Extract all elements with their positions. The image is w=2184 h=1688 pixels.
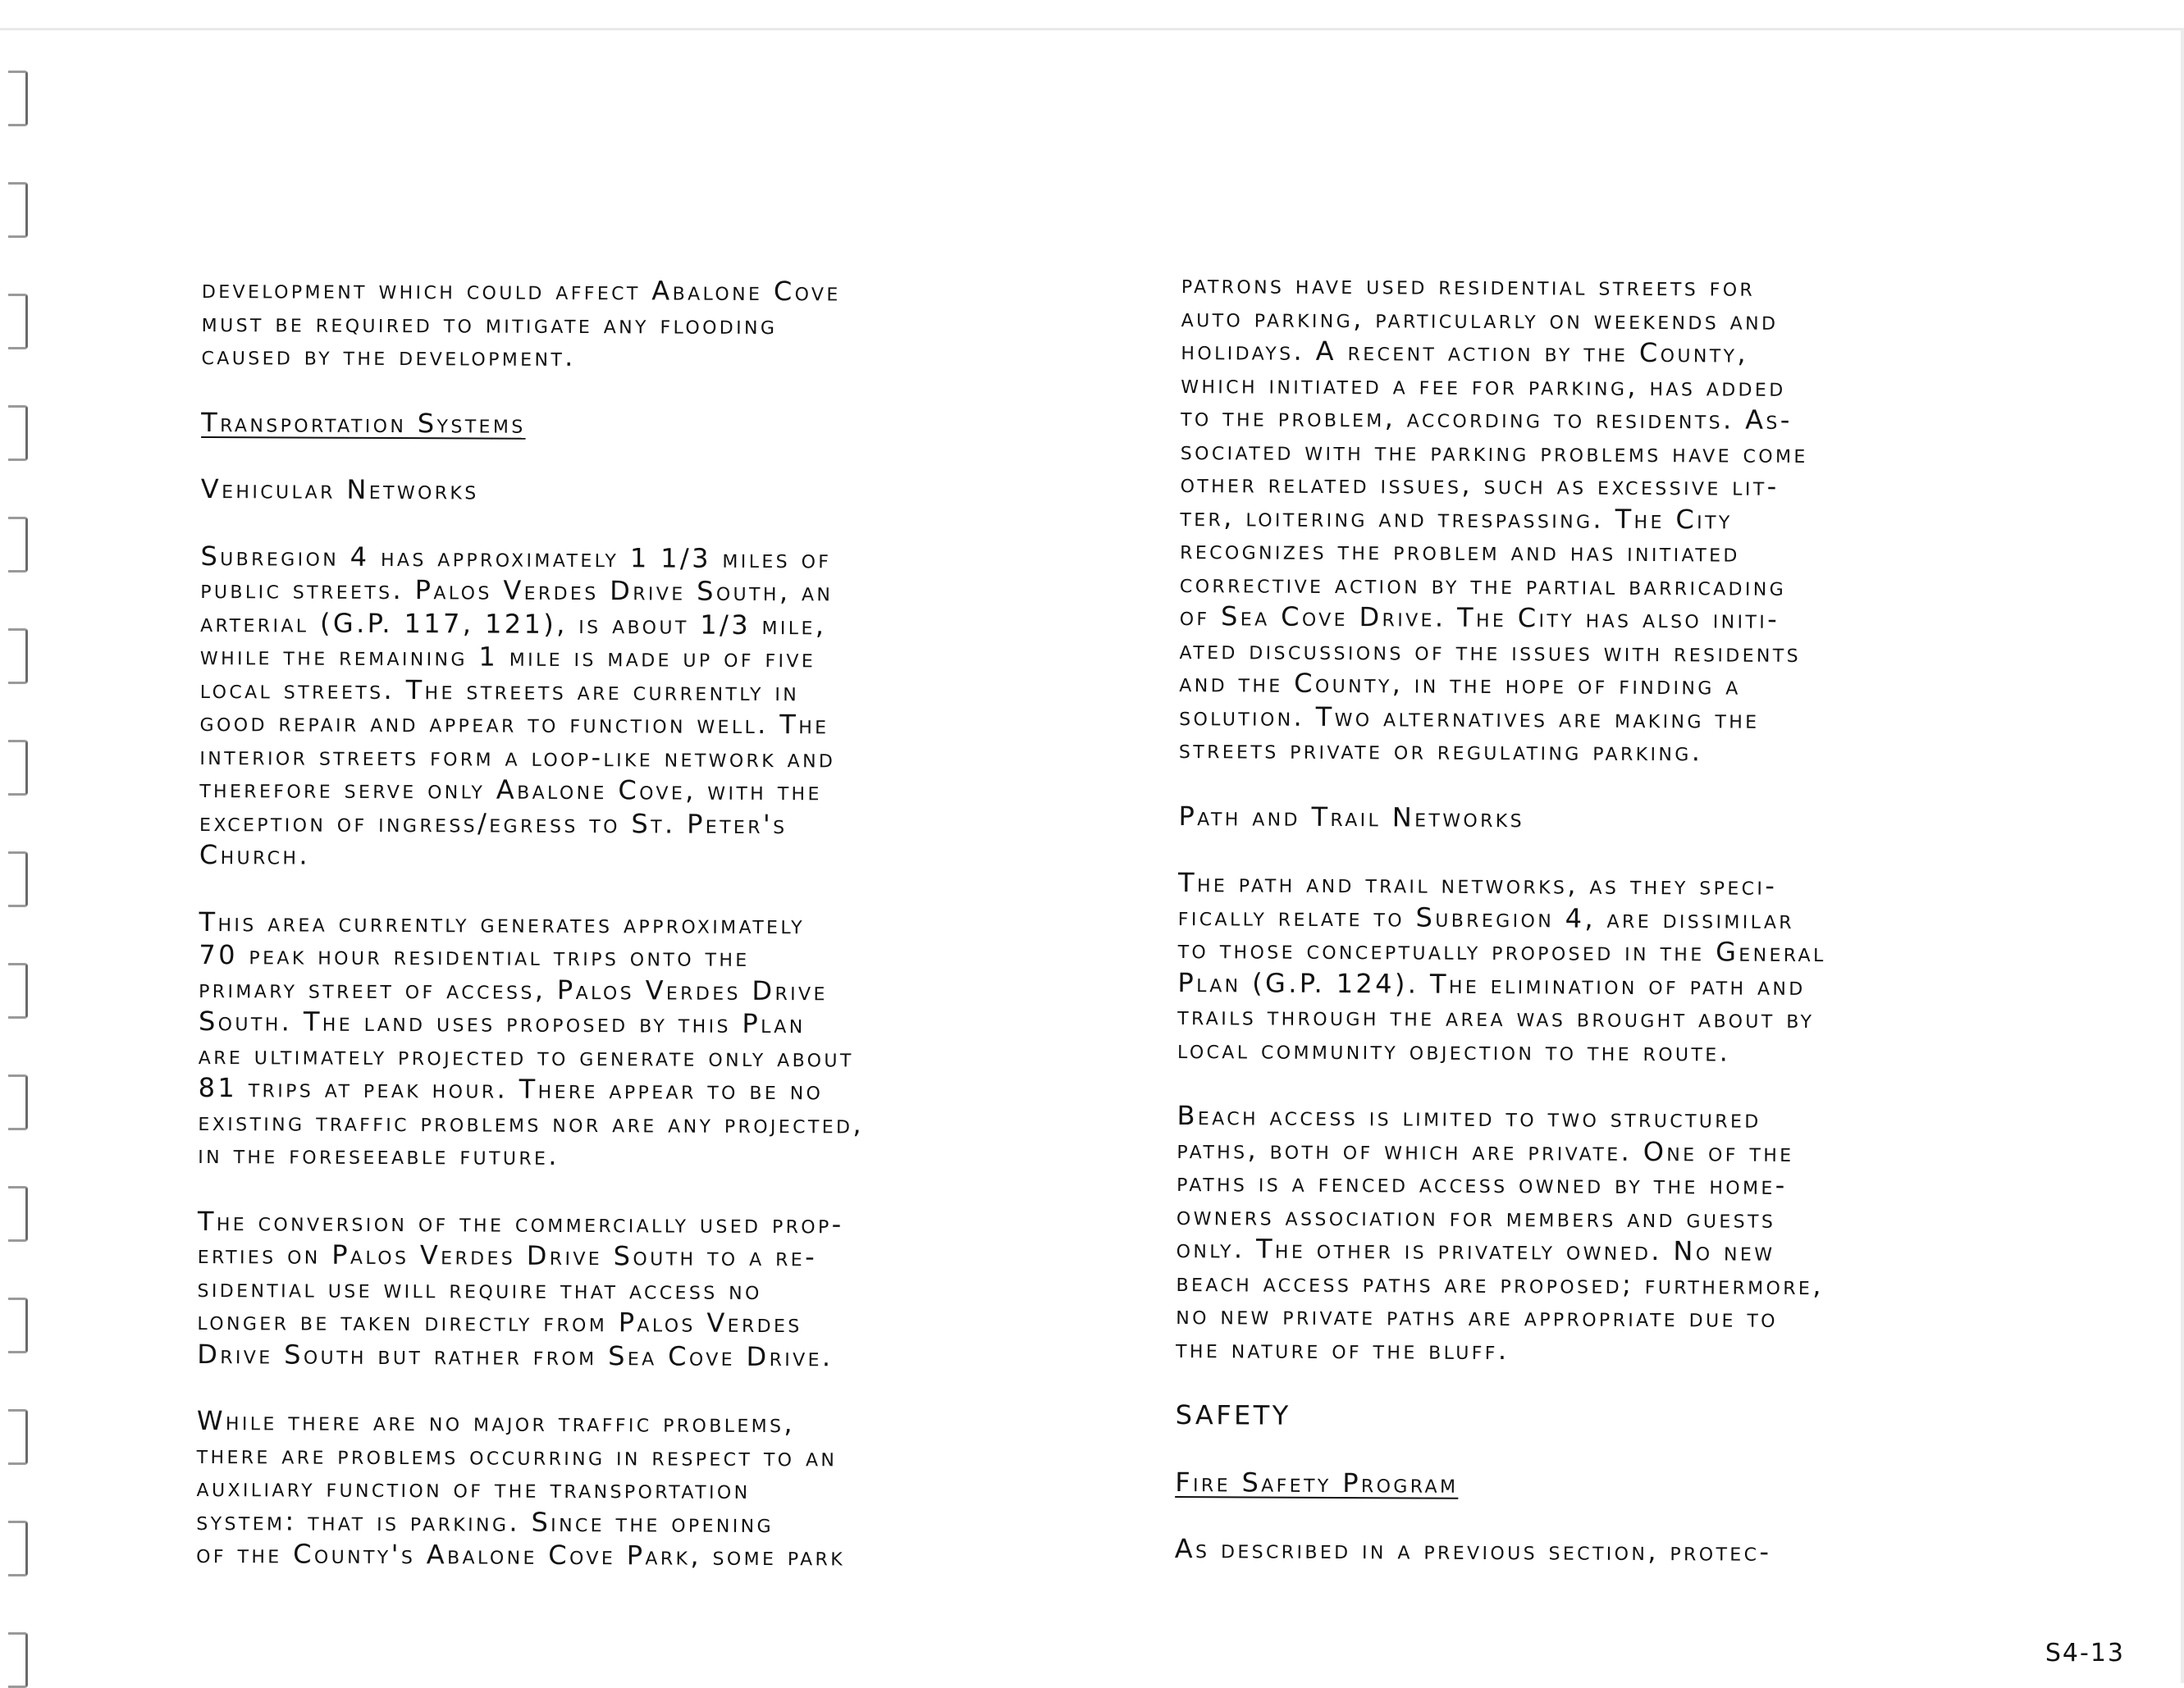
text-line: sidential use will require that access no — [197, 1271, 762, 1306]
text-line: owners association for members and guests — [1176, 1199, 1776, 1234]
text-line: 81 trips at peak hour. There appear to be no — [198, 1071, 824, 1106]
text-line: to the problem, according to residents. As- — [1180, 400, 1793, 436]
path-trail-networks-heading: Path and Trail Networks — [1178, 800, 1525, 833]
text-line: caused by the development. — [201, 339, 576, 372]
text-line: paths is a fenced access owned by the home- — [1177, 1166, 1788, 1201]
vehicular-networks-heading: Vehicular Networks — [200, 472, 479, 506]
text-line: other related issues, such as excessive lit- — [1180, 467, 1780, 502]
text-line: auto parking, particularly on weekends and — [1181, 301, 1779, 336]
text-line: while the remaining 1 mile is made up of five — [199, 639, 816, 674]
text-line: beach access paths are proposed; furthermore, — [1176, 1266, 1824, 1301]
text-line: The path and trail networks, as they speci- — [1177, 866, 1778, 901]
text-line: erties on Palos Verdes Drive South to a re- — [197, 1238, 818, 1273]
text-line: only. The other is privately owned. No new — [1176, 1232, 1775, 1267]
binding-mark — [8, 1632, 28, 1688]
text-line: 70 peak hour residential trips onto the — [199, 938, 750, 973]
binding-mark — [8, 740, 28, 796]
text-line: streets private or regulating parking. — [1178, 732, 1703, 768]
binding-holes — [0, 0, 49, 1683]
text-line: sociated with the parking problems have come — [1180, 434, 1808, 469]
text-line: interior streets form a loop-like network and — [199, 739, 836, 773]
text-line: longer be taken directly from Palos Verdes — [197, 1304, 802, 1339]
text-line: of the County's Abalone Cove Park, some park — [196, 1537, 846, 1572]
text-line: Subregion 4 has approximately 1 1/3 miles of — [200, 540, 832, 574]
text-line: ter, loitering and trespassing. The City — [1180, 500, 1733, 536]
public-streets-paragraph — [199, 539, 866, 874]
text-line: Plan (G.P. 124). The elimination of path and — [1177, 966, 1806, 1001]
binding-mark — [8, 851, 28, 907]
text-line: the nature of the bluff. — [1176, 1332, 1510, 1366]
peak-trips-paragraph — [198, 905, 865, 1174]
text-line: exception of ingress/egress to St. Peter's — [199, 805, 788, 840]
text-line: ated discussions of the issues with residents — [1179, 633, 1802, 668]
text-line: of Sea Cove Drive. The City has also initi- — [1179, 600, 1780, 635]
left-column — [196, 272, 868, 1607]
park-patrons-paragraph — [1179, 267, 1830, 769]
right-column — [1174, 267, 1830, 1603]
text-line: to those conceptually proposed in the General — [1177, 933, 1826, 969]
text-line: As described in a previous section, protec- — [1174, 1532, 1772, 1567]
flooding-paragraph — [201, 272, 867, 375]
text-line: and the County, in the hope of finding a — [1179, 666, 1741, 701]
text-line: local streets. The streets are currently in — [199, 673, 800, 707]
text-line: Drive South but rather from Sea Cove Drive. — [197, 1338, 834, 1372]
safety-heading: SAFETY — [1175, 1398, 1291, 1431]
text-line: patrons have used residential streets for — [1181, 268, 1756, 303]
binding-mark — [8, 405, 28, 461]
text-line: primary street of access, Palos Verdes Drive — [199, 972, 828, 1006]
parking-problems-paragraph — [196, 1404, 862, 1573]
binding-mark — [8, 517, 28, 573]
text-line: system: that is parking. Since the opening — [196, 1504, 774, 1539]
text-line: paths, both of which are private. One of the — [1177, 1133, 1794, 1168]
text-line: auxiliary function of the transportation — [196, 1471, 751, 1505]
beach-access-paragraph — [1176, 1099, 1825, 1368]
binding-mark — [8, 71, 28, 126]
text-line: are ultimately projected to generate only about — [198, 1038, 854, 1073]
fire-safety-program-heading: Fire Safety Program — [1175, 1466, 1459, 1499]
page-number: S4-13 — [2045, 1639, 2125, 1667]
text-line: must be required to mitigate any flooding — [201, 306, 778, 340]
text-line: South. The land uses proposed by this Plan — [198, 1005, 806, 1040]
text-line: Church. — [199, 838, 311, 871]
text-line: arterial (G.P. 117, 121), is about 1/3 mile, — [200, 606, 827, 641]
binding-mark — [8, 1521, 28, 1576]
text-line: The conversion of the commercially used prop- — [197, 1205, 844, 1239]
binding-mark — [8, 1298, 28, 1353]
text-line: in the foreseeable future. — [198, 1138, 560, 1171]
text-line: there are problems occurring in respect to an — [196, 1438, 838, 1472]
binding-mark — [8, 182, 28, 238]
text-line: local community objection to the route. — [1177, 1033, 1731, 1068]
text-line: While there are no major traffic problems, — [196, 1404, 796, 1439]
text-line: holidays. A recent action by the County, — [1181, 334, 1749, 369]
commercial-conversion-paragraph — [197, 1204, 863, 1373]
page-edge-top — [0, 28, 2184, 30]
text-line: solution. Two alternatives are making the — [1179, 700, 1760, 735]
text-line: This area currently generates approximately — [199, 906, 806, 940]
binding-mark — [8, 1074, 28, 1130]
transportation-systems-heading: Transportation Systems — [201, 406, 526, 440]
text-line: existing traffic problems nor are any projected, — [198, 1105, 865, 1140]
binding-mark — [8, 963, 28, 1019]
text-line: fically relate to Subregion 4, are dissimilar — [1177, 900, 1795, 935]
fire-safety-paragraph — [1175, 1532, 1823, 1569]
binding-mark — [8, 1186, 28, 1242]
text-line: Beach access is limited to two structured — [1177, 1099, 1761, 1134]
page-edge-right — [2181, 28, 2184, 1683]
path-trail-paragraph — [1177, 866, 1826, 1069]
text-line: public streets. Palos Verdes Drive South, an — [200, 573, 834, 608]
binding-mark — [8, 294, 28, 349]
text-line: trails through the area was brought about by — [1177, 999, 1815, 1035]
binding-mark — [8, 628, 28, 684]
text-line: which initiated a fee for parking, has added — [1181, 367, 1786, 403]
text-line: recognizes the problem and has initiated — [1180, 533, 1740, 568]
text-line: corrective action by the partial barricading — [1179, 567, 1787, 602]
text-line: no new private paths are appropriate due to — [1176, 1298, 1779, 1334]
text-line: development which could affect Abalone Cove — [201, 273, 841, 308]
text-line: therefore serve only Abalone Cove, with the — [199, 772, 822, 807]
binding-mark — [8, 1409, 28, 1465]
text-line: good repair and appear to function well. The — [199, 705, 829, 741]
